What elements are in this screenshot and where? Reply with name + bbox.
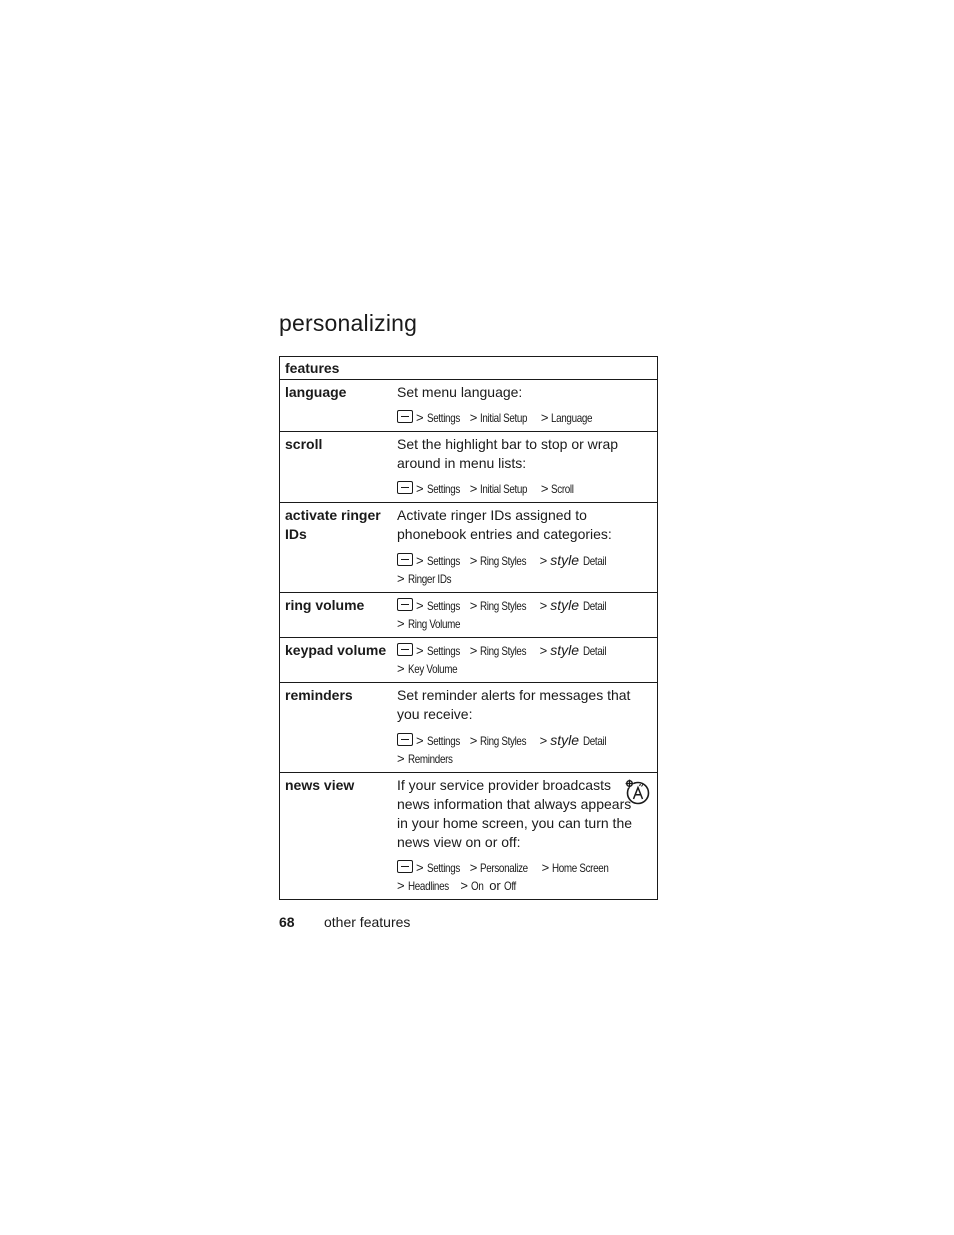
feature-name: activate ringer IDs [280,503,393,593]
separator: > [416,553,424,568]
table-header-row [280,357,658,380]
menu-key-icon [397,860,413,873]
menu-item: Ring Volume [407,617,460,631]
separator: > [416,410,424,425]
feature-name: ring volume [280,593,393,638]
feature-name: news view [280,773,393,900]
feature-name: scroll [280,432,393,503]
menu-item: Initial Setup [480,482,528,496]
separator: > [397,616,405,631]
feature-description [392,773,658,900]
menu-item: Settings [426,482,460,496]
menu-variable: style [550,552,580,568]
menu-item: Home Screen [552,861,609,875]
description-text: If your service provider broadcasts news information that always appears in your home screen, you can turn the news view on or off: [397,777,633,850]
table-row [280,683,658,773]
network-feature-icon [625,779,651,805]
menu-item: Settings [426,411,460,425]
table-row [280,773,658,900]
separator: > [416,733,424,748]
menu-item: Settings [426,861,460,875]
menu-item: Detail [582,734,606,748]
menu-path [397,641,652,678]
menu-key-icon [397,733,413,746]
table-row [280,503,658,593]
menu-path [397,480,652,498]
separator: > [397,751,405,766]
separator: > [416,643,424,658]
section-title: other features [324,914,411,930]
menu-key-icon [397,481,413,494]
features-table [279,356,658,900]
menu-item: Language [551,411,593,425]
feature-name: keypad volume [280,638,393,683]
separator: > [469,553,478,568]
menu-path [397,551,652,588]
table-row [280,593,658,638]
separator: > [539,598,548,613]
separator: > [416,860,424,875]
menu-key-icon [397,410,413,423]
feature-description [392,638,658,683]
separator: > [416,481,424,496]
table-row [280,638,658,683]
menu-item: Detail [582,554,606,568]
separator: > [469,733,478,748]
menu-item: Off [503,879,516,893]
feature-description [392,593,658,638]
feature-description [392,380,658,432]
menu-item: Detail [582,599,606,613]
menu-key-icon [397,553,413,566]
menu-variable: style [550,597,580,613]
separator: > [540,410,549,425]
separator: > [539,643,548,658]
or-text: or [489,878,501,893]
feature-name: language [280,380,393,432]
menu-item: Key Volume [407,662,457,676]
menu-item: Ring Styles [480,644,527,658]
menu-variable: style [550,642,580,658]
feature-description [392,432,658,503]
menu-key-icon [397,643,413,656]
separator: > [539,553,548,568]
menu-item: Initial Setup [480,411,528,425]
description-text: Activate ringer IDs assigned to phonebook entries and categories: [397,507,612,542]
table-row [280,380,658,432]
menu-item: Detail [582,644,606,658]
separator: > [460,878,468,893]
menu-item: Settings [426,734,460,748]
page-number: 68 [279,914,295,930]
menu-item: Settings [426,599,460,613]
separator: > [469,598,478,613]
separator: > [397,571,405,586]
menu-item: Headlines [407,879,449,893]
description-text: Set menu language: [397,384,523,400]
separator: > [469,410,478,425]
feature-description [392,683,658,773]
menu-path [397,859,652,895]
page-title: personalizing [279,310,418,336]
separator: > [540,481,549,496]
menu-key-icon [397,598,413,611]
description-text: Set reminder alerts for messages that you receive: [397,687,631,722]
feature-name: reminders [280,683,393,773]
separator: > [469,860,478,875]
menu-item: Personalize [480,861,529,875]
menu-path [397,409,652,427]
description-text: Set the highlight bar to stop or wrap around in menu lists: [397,436,619,471]
menu-item: Ring Styles [480,734,527,748]
menu-variable: style [550,732,580,748]
separator: > [397,661,405,676]
menu-item: On [470,879,484,893]
separator: > [397,878,405,893]
table-header: features [280,357,658,380]
menu-item: Scroll [551,482,575,496]
menu-item: Reminders [407,752,453,766]
menu-item: Settings [426,644,460,658]
separator: > [469,643,478,658]
page-footer [279,914,411,930]
menu-item: Ringer IDs [407,572,451,586]
separator: > [539,733,548,748]
separator: > [416,598,424,613]
separator: > [469,481,478,496]
separator: > [541,860,550,875]
menu-path [397,596,652,633]
table-row [280,432,658,503]
menu-item: Settings [426,554,460,568]
menu-item: Ring Styles [480,599,527,613]
feature-description [392,503,658,593]
menu-path [397,731,652,768]
menu-item: Ring Styles [480,554,527,568]
